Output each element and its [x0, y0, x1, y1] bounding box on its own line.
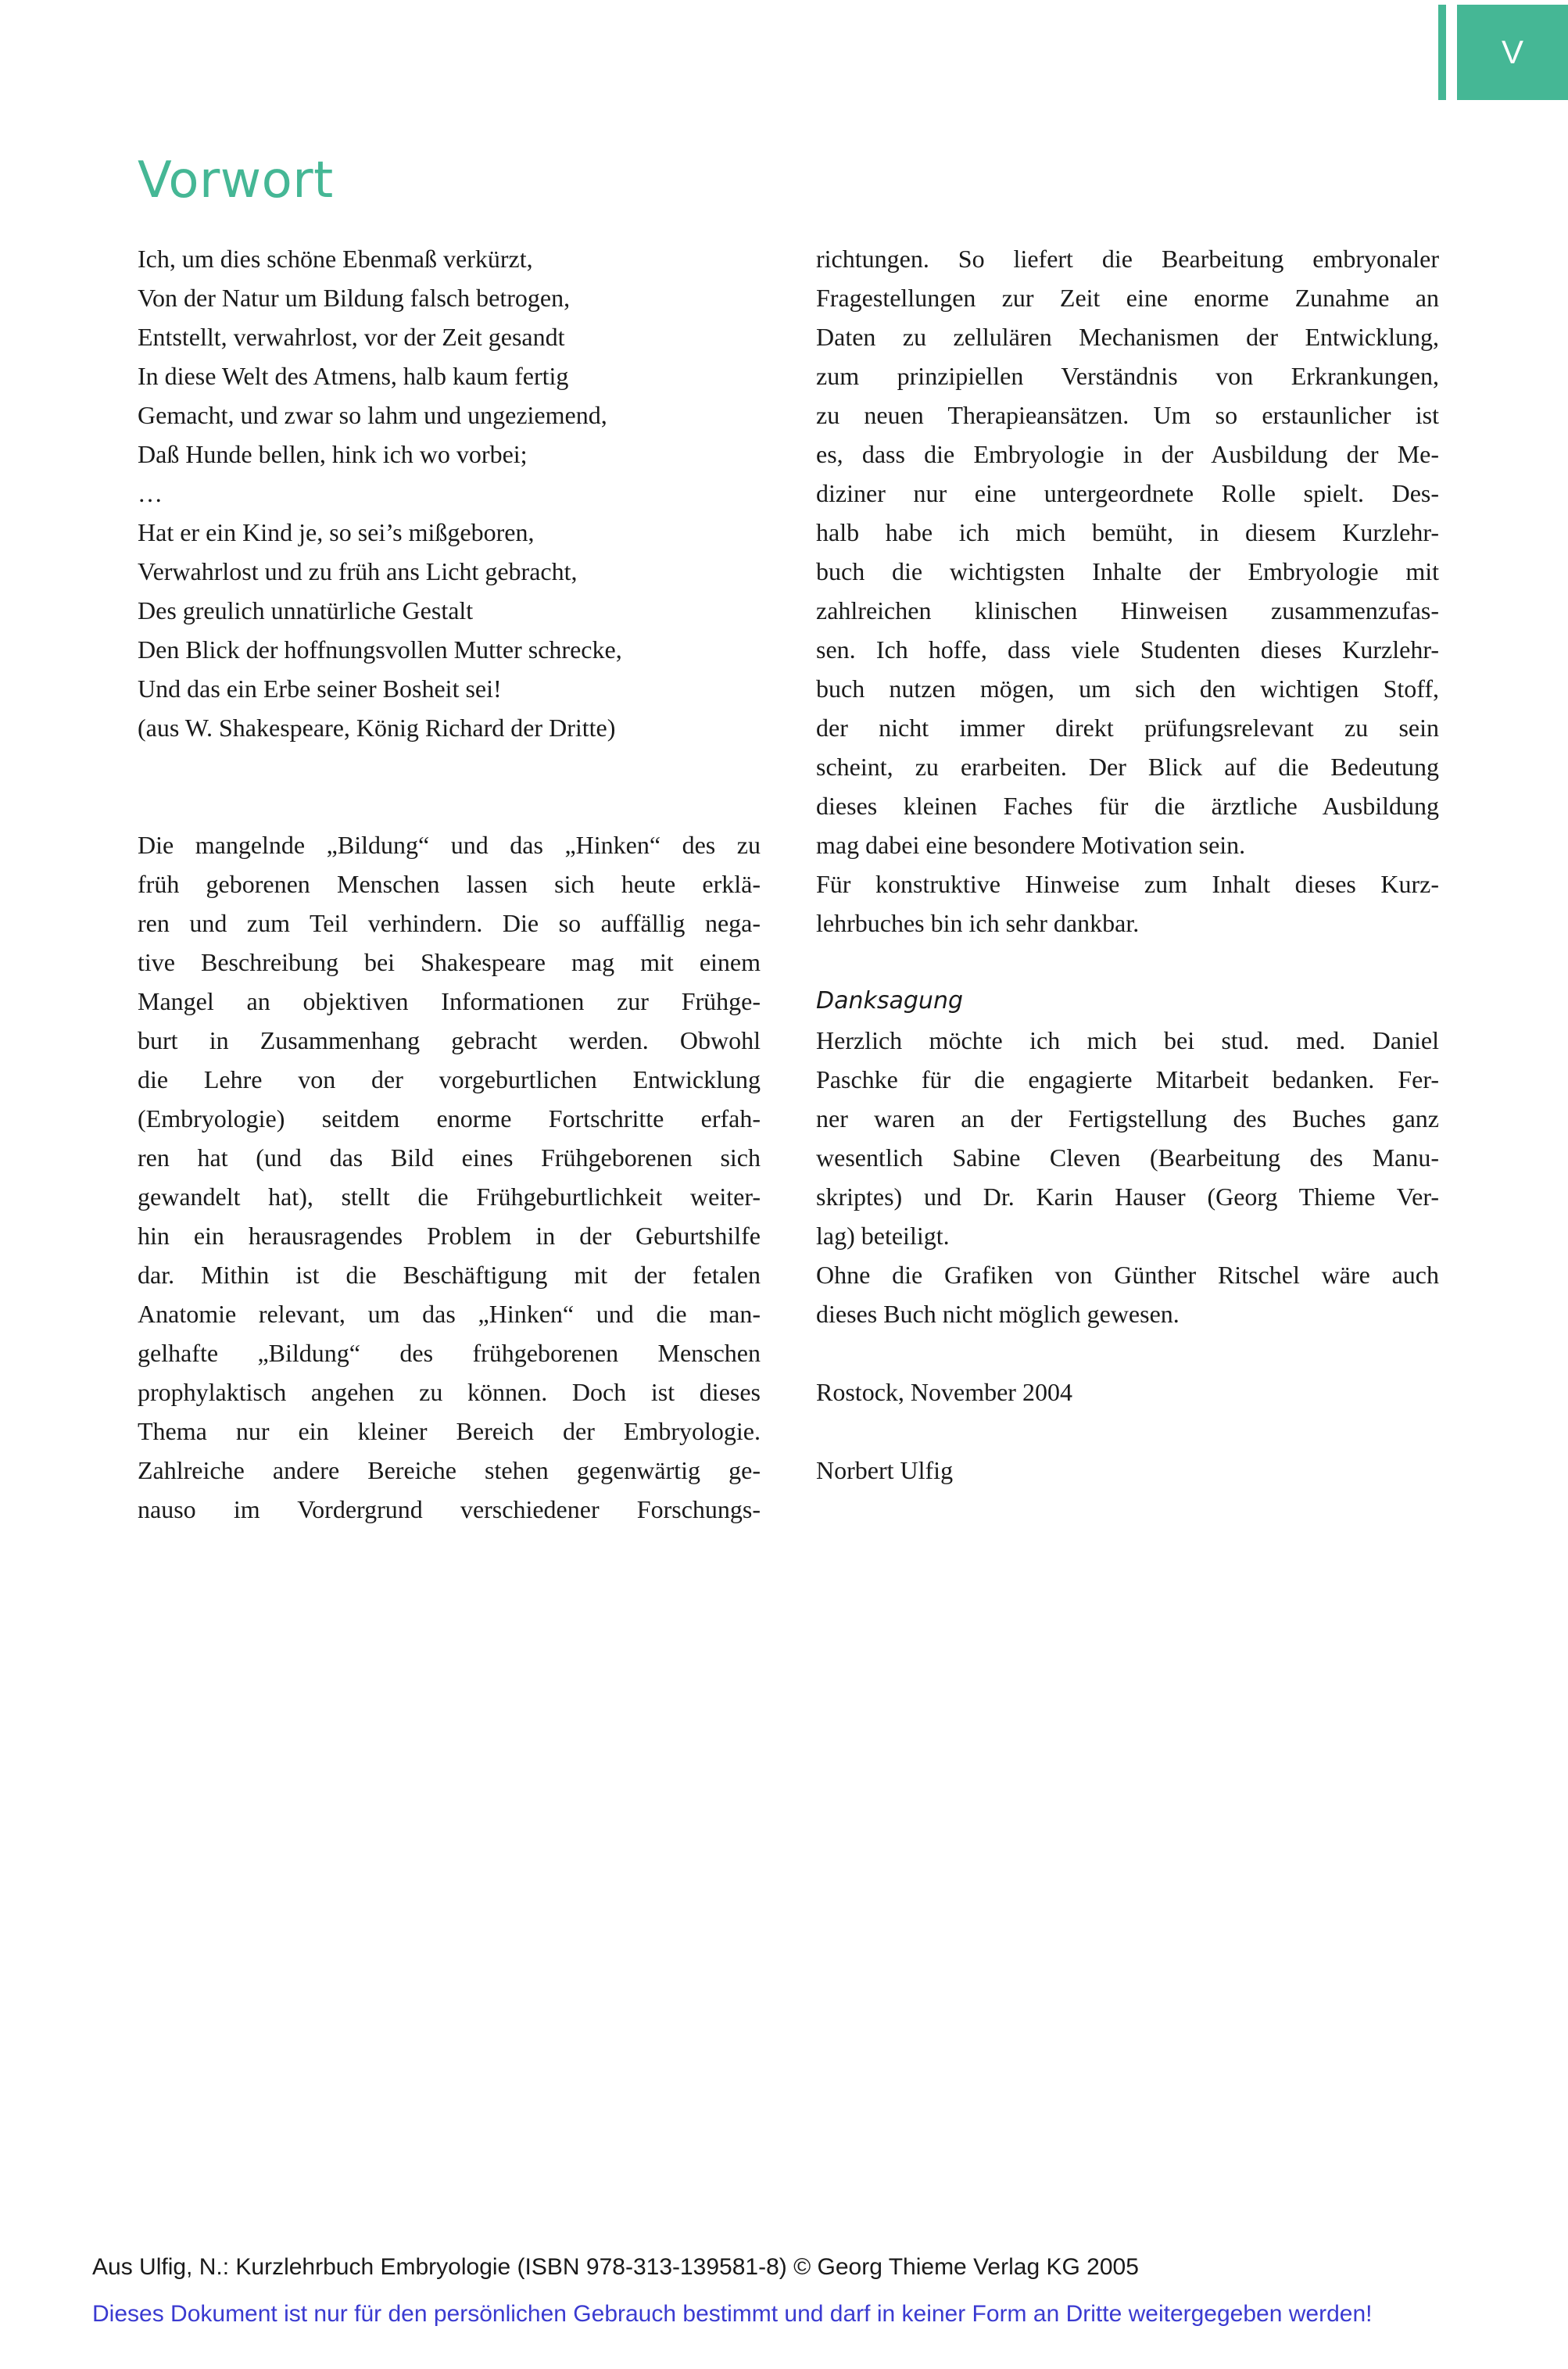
- poem-line: …: [138, 479, 163, 507]
- paragraph-line: ren hat (und das Bild eines Frühgeborenen sich: [138, 1143, 761, 1172]
- paragraph-line: tive Beschreibung bei Shakespeare mag mit einem: [138, 948, 761, 976]
- paragraph-line: ner waren an der Fertigstellung des Buches ganz: [816, 1104, 1439, 1133]
- paragraph-line: Fragestellungen zur Zeit eine enorme Zunahme an: [816, 284, 1439, 312]
- paragraph-line: lag) beteiligt.: [816, 1222, 950, 1250]
- poem-line: Hat er ein Kind je, so sei’s mißgeboren,: [138, 518, 535, 546]
- paragraph-line: ren und zum Teil verhindern. Die so auffällig nega-: [138, 909, 761, 937]
- intro-paragraph: [138, 825, 761, 1529]
- paragraph-line: früh geborenen Menschen lassen sich heute erklä-: [138, 870, 761, 898]
- paragraph-line: dieses kleinen Faches für die ärztliche Ausbildung: [816, 792, 1439, 820]
- paragraph-line: Daten zu zellulären Mechanismen der Entwicklung,: [816, 323, 1439, 351]
- paragraph-line: zum prinzipiellen Verständnis von Erkrankungen,: [816, 362, 1439, 390]
- paragraph-line: Anatomie relevant, um das „Hinken“ und die man-: [138, 1300, 761, 1328]
- spacer: [816, 1412, 1439, 1451]
- page-number-tab: [1438, 5, 1568, 100]
- paragraph-line: Mangel an objektiven Informationen zur Frühge-: [138, 987, 761, 1015]
- paragraph-line: prophylaktisch angehen zu können. Doch ist dieses: [138, 1378, 761, 1406]
- paragraph-line: Für konstruktive Hinweise zum Inhalt dieses Kurz-: [816, 870, 1439, 898]
- page-number: V: [1457, 5, 1568, 100]
- paragraph-line: lehrbuches bin ich sehr dankbar.: [816, 909, 1140, 937]
- tab-accent-bar: [1438, 5, 1446, 100]
- acknowledgement-paragraph: [816, 1021, 1439, 1255]
- paragraph-line: der nicht immer direkt prüfungsrelevant zu sein: [816, 714, 1439, 742]
- paragraph-line: gelhafte „Bildung“ des frühgeborenen Menschen: [138, 1339, 761, 1367]
- acknowledgement-heading: Danksagung: [816, 987, 963, 1015]
- paragraph-line: Ohne die Grafiken von Günther Ritschel wäre auch: [816, 1261, 1439, 1289]
- paragraph-line: mag dabei eine besondere Motivation sein.: [816, 831, 1246, 859]
- paragraph-line: richtungen. So liefert die Bearbeitung embryonaler: [816, 245, 1439, 273]
- continuation-paragraph: [816, 239, 1439, 864]
- left-column: [138, 239, 761, 1529]
- spacer: [816, 943, 1439, 982]
- paragraph-line: halb habe ich mich bemüht, in diesem Kurzlehr-: [816, 518, 1439, 546]
- paragraph-line: wesentlich Sabine Cleven (Bearbeitung des Manu-: [816, 1143, 1439, 1172]
- paragraph-line: buch die wichtigsten Inhalte der Embryologie mit: [816, 557, 1439, 585]
- paragraph-line: Thema nur ein kleiner Bereich der Embryologie.: [138, 1417, 761, 1445]
- paragraph-line: gewandelt hat), stellt die Frühgeburtlichkeit weiter-: [138, 1183, 761, 1211]
- poem-line: Verwahrlost und zu früh ans Licht gebracht,: [138, 557, 578, 585]
- paragraph-line: Herzlich möchte ich mich bei stud. med. Daniel: [816, 1026, 1439, 1054]
- paragraph-line: diziner nur eine untergeordnete Rolle spielt. Des-: [816, 479, 1439, 507]
- poem-quote: [138, 239, 761, 747]
- paragraph-line: skriptes) und Dr. Karin Hauser (Georg Thieme Ver-: [816, 1183, 1439, 1211]
- paragraph-line: scheint, zu erarbeiten. Der Blick auf die Bedeutung: [816, 753, 1439, 781]
- poem-line: Ich, um dies schöne Ebenmaß verkürzt,: [138, 245, 533, 273]
- paragraph-line: dieses Buch nicht möglich gewesen.: [816, 1300, 1180, 1328]
- right-column: [816, 239, 1439, 1490]
- paragraph-line: es, dass die Embryologie in der Ausbildung der Me-: [816, 440, 1439, 468]
- poem-source: (aus W. Shakespeare, König Richard der Dritte): [138, 714, 616, 742]
- paragraph-line: Paschke für die engagierte Mitarbeit bedanken. Fer-: [816, 1065, 1439, 1093]
- poem-line: In diese Welt des Atmens, halb kaum fertig: [138, 362, 569, 390]
- graphics-paragraph: [816, 1255, 1439, 1333]
- paragraph-line: dar. Mithin ist die Beschäftigung mit der fetalen: [138, 1261, 761, 1289]
- paragraph-line: zu neuen Therapieansätzen. Um so erstaunlicher ist: [816, 401, 1439, 429]
- footer-citation: Aus Ulfig, N.: Kurzlehrbuch Embryologie (ISBN 978-313-139581-8) © Georg Thieme Verlag KG 2005: [92, 2254, 1139, 2280]
- footer-notice: Dieses Dokument ist nur für den persönlichen Gebrauch bestimmt und darf in keiner Form an Dritte weitergegeben werden!: [92, 2301, 1373, 2327]
- spacer: [138, 747, 761, 825]
- paragraph-line: burt in Zusammenhang gebracht werden. Obwohl: [138, 1026, 761, 1054]
- poem-line: Gemacht, und zwar so lahm und ungeziemend,: [138, 401, 607, 429]
- paragraph-line: buch nutzen mögen, um sich den wichtigen Stoff,: [816, 675, 1439, 703]
- feedback-paragraph: [816, 864, 1439, 943]
- place-date: Rostock, November 2004: [816, 1378, 1072, 1406]
- poem-line: Von der Natur um Bildung falsch betrogen,: [138, 284, 571, 312]
- paragraph-line: sen. Ich hoffe, dass viele Studenten dieses Kurzlehr-: [816, 635, 1439, 664]
- poem-line: Daß Hunde bellen, hink ich wo vorbei;: [138, 440, 528, 468]
- paragraph-line: nauso im Vordergrund verschiedener Forschungs-: [138, 1495, 761, 1523]
- paragraph-line: zahlreichen klinischen Hinweisen zusammenzufas-: [816, 596, 1439, 624]
- poem-line: Entstellt, verwahrlost, vor der Zeit gesandt: [138, 323, 565, 351]
- poem-line: Den Blick der hoffnungsvollen Mutter schrecke,: [138, 635, 622, 664]
- paragraph-line: Zahlreiche andere Bereiche stehen gegenwärtig ge-: [138, 1456, 761, 1484]
- author-signature: Norbert Ulfig: [816, 1456, 954, 1484]
- poem-line: Und das ein Erbe seiner Bosheit sei!: [138, 675, 502, 703]
- spacer: [816, 1333, 1439, 1372]
- poem-line: Des greulich unnatürliche Gestalt: [138, 596, 474, 624]
- paragraph-line: (Embryologie) seitdem enorme Fortschritte erfah-: [138, 1104, 761, 1133]
- paragraph-line: hin ein herausragendes Problem in der Geburtshilfe: [138, 1222, 761, 1250]
- page-title: Vorwort: [138, 152, 334, 209]
- paragraph-line: die Lehre von der vorgeburtlichen Entwicklung: [138, 1065, 761, 1093]
- paragraph-line: Die mangelnde „Bildung“ und das „Hinken“ des zu: [138, 831, 761, 859]
